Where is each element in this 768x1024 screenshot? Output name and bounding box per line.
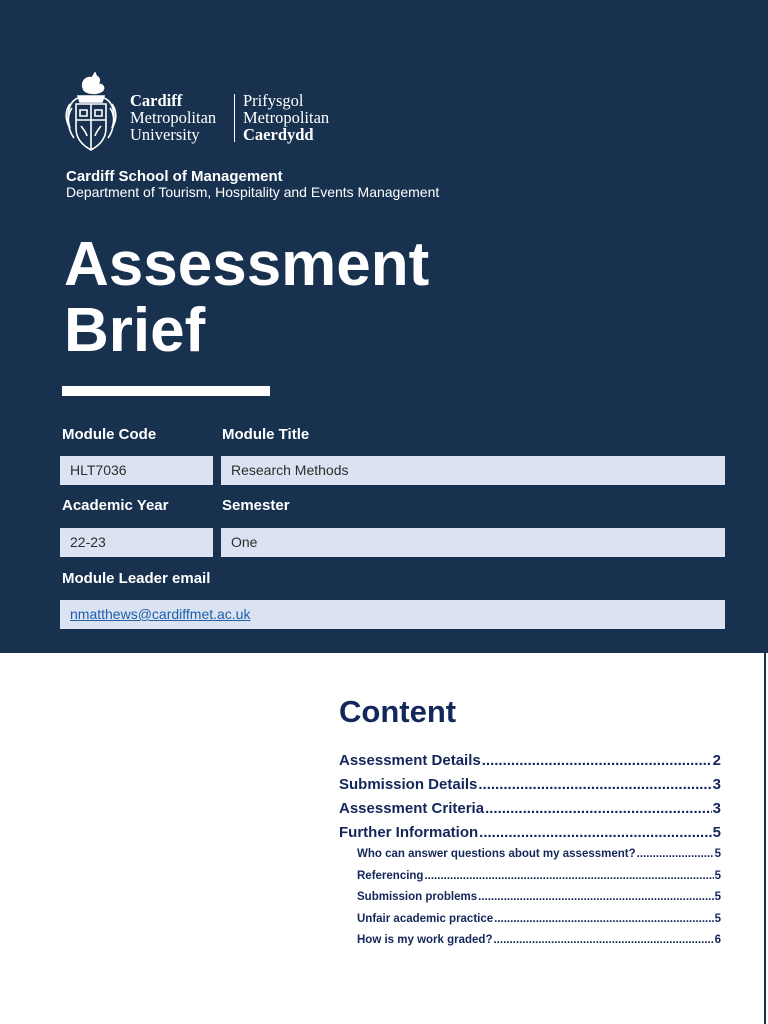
toc-page-number: 3 bbox=[712, 800, 721, 817]
university-logo bbox=[62, 72, 362, 156]
module-title-label: Module Title bbox=[222, 426, 310, 443]
semester-label: Semester bbox=[222, 497, 290, 514]
toc-item-submission-details[interactable] bbox=[339, 776, 721, 800]
toc-leader-dots bbox=[478, 891, 713, 903]
logo-welsh-line1: Prifysgol bbox=[243, 91, 304, 110]
toc-leader-dots bbox=[482, 752, 712, 769]
toc-page-number: 6 bbox=[714, 934, 721, 946]
school-name: Cardiff School of Management bbox=[66, 168, 283, 185]
toc-page-number: 3 bbox=[712, 776, 721, 793]
contents-title: Content bbox=[339, 694, 457, 729]
toc-subitem-label: Unfair academic practice bbox=[357, 912, 494, 925]
toc-leader-dots bbox=[478, 776, 711, 793]
toc-subitem-label: Who can answer questions about my assessment? bbox=[357, 848, 636, 860]
toc-subitem-grading[interactable] bbox=[339, 934, 721, 956]
logo-welsh-line2: Metropolitan bbox=[243, 108, 330, 127]
module-title-value: Research Methods bbox=[221, 456, 725, 485]
page-edge-rule bbox=[764, 653, 766, 1024]
university-crest-icon bbox=[62, 72, 120, 154]
toc-item-further-information[interactable] bbox=[339, 824, 721, 848]
module-leader-email-link[interactable]: nmatthews@cardiffmet.ac.uk bbox=[70, 606, 251, 622]
toc-item-label: Submission Details bbox=[339, 776, 478, 793]
logo-english-name bbox=[130, 92, 216, 143]
module-leader-email-field bbox=[60, 600, 725, 629]
logo-english-line2: Metropolitan bbox=[130, 108, 217, 127]
logo-english-line1: Cardiff bbox=[130, 91, 183, 110]
toc-subitem-submission-problems[interactable] bbox=[339, 891, 721, 913]
toc-subitem-questions[interactable] bbox=[339, 848, 721, 870]
department-name: Department of Tourism, Hospitality and Events Management bbox=[66, 184, 440, 200]
toc-item-label: Assessment Criteria bbox=[339, 800, 485, 817]
toc-item-label: Assessment Details bbox=[339, 752, 481, 769]
toc-page-number: 5 bbox=[712, 824, 721, 841]
toc-leader-dots bbox=[494, 913, 713, 925]
logo-english-line3: University bbox=[130, 125, 200, 144]
module-code-label: Module Code bbox=[62, 426, 157, 443]
toc-page-number: 5 bbox=[714, 848, 721, 860]
toc-item-assessment-details[interactable] bbox=[339, 752, 721, 776]
toc-leader-dots bbox=[424, 870, 713, 882]
toc-leader-dots bbox=[637, 848, 714, 860]
title-underline-bar bbox=[62, 386, 270, 396]
toc-page-number: 2 bbox=[712, 752, 721, 769]
document-title-line1: Assessment bbox=[64, 230, 430, 299]
toc-page-number: 5 bbox=[714, 891, 721, 903]
academic-year-label: Academic Year bbox=[62, 497, 169, 514]
document-title bbox=[64, 232, 564, 364]
toc-leader-dots bbox=[479, 824, 711, 841]
toc-item-assessment-criteria[interactable] bbox=[339, 800, 721, 824]
toc-item-label: Further Information bbox=[339, 824, 479, 841]
toc-subitem-unfair-practice[interactable] bbox=[339, 913, 721, 935]
toc-subitem-label: How is my work graded? bbox=[357, 934, 493, 946]
logo-divider bbox=[234, 94, 235, 142]
document-title-line2: Brief bbox=[64, 296, 206, 365]
toc-subitem-label: Referencing bbox=[357, 869, 424, 882]
toc-leader-dots bbox=[485, 800, 712, 817]
table-of-contents bbox=[339, 752, 721, 956]
semester-value: One bbox=[221, 528, 725, 557]
module-code-value: HLT7036 bbox=[60, 456, 213, 485]
logo-welsh-name bbox=[243, 92, 329, 143]
toc-subitem-label: Submission problems bbox=[357, 891, 478, 903]
academic-year-value: 22-23 bbox=[60, 528, 213, 557]
toc-subitem-referencing[interactable] bbox=[339, 870, 721, 892]
module-leader-email-label: Module Leader email bbox=[62, 570, 211, 587]
toc-page-number: 5 bbox=[714, 912, 721, 925]
logo-welsh-line3: Caerdydd bbox=[243, 125, 314, 144]
toc-leader-dots bbox=[493, 934, 713, 946]
toc-page-number: 5 bbox=[714, 869, 721, 882]
